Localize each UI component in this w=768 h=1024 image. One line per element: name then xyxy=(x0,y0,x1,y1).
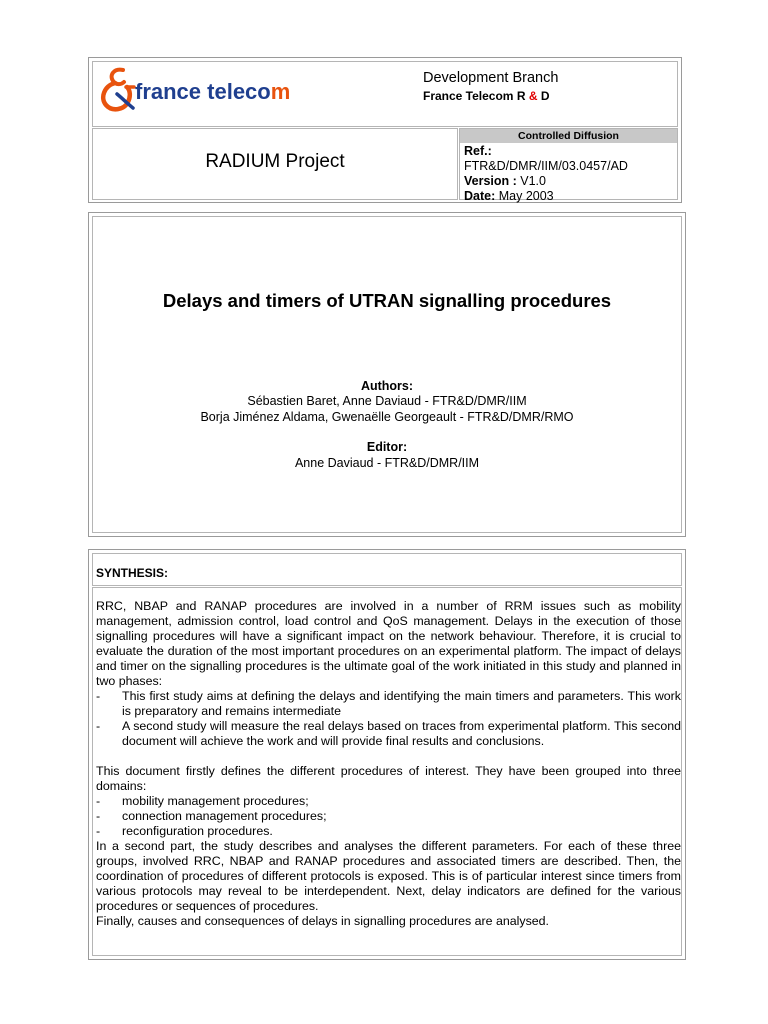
branch-name: Development Branch xyxy=(423,70,559,86)
project-cell xyxy=(92,128,458,200)
synthesis-paragraph-2: This document firstly defines the different procedures of interest. They have been grouped into three domains: xyxy=(96,764,681,793)
ref-value: FTR&D/DMR/IIM/03.0457/AD xyxy=(464,159,628,173)
france-telecom-logo xyxy=(97,66,307,118)
organization-name: France Telecom R & D xyxy=(423,89,550,103)
diffusion-banner: Controlled Diffusion xyxy=(460,129,677,143)
synthesis-paragraph-3: In a second part, the study describes and analyses the different parameters. For each of these three groups, involved RRC, NBAP and RANAP procedures and associated timers are described. Then, the coordination of procedures of different protocols is exposed. This is of particular interest since timers from various protocols may reveal to be interdependent. Next, delay indicators are defined for the various procedures or sequences of procedures. xyxy=(96,839,681,913)
synthesis-paragraph-1: RRC, NBAP and RANAP procedures are involved in a number of RRM issues such as mobility management, admission control, load control and QoS management. Delays in the execution of those signalling procedures will have a significant impact on the network behaviour. Therefore, it is crucial to evaluate the duration of the most important procedures on an experimental platform. The impact of delays and timer on the signalling procedures is the ultimate goal of the work initiated in this study and planned in two phases: xyxy=(96,599,681,688)
synthesis-header xyxy=(92,553,682,586)
editor-line: Anne Daviaud - FTR&D/DMR/IIM xyxy=(294,456,480,470)
synthesis-body xyxy=(92,587,682,956)
synthesis-text xyxy=(96,599,681,929)
ampersand-logo-icon xyxy=(97,66,137,118)
synthesis-block xyxy=(88,549,686,960)
authors-line-1: Sébastien Baret, Anne Daviaud - FTR&D/DMR/IIM xyxy=(247,394,527,408)
authors-line-2: Borja Jiménez Aldama, Gwenaëlle Georgeault - FTR&D/DMR/RMO xyxy=(200,410,574,424)
ref-label: Ref.: xyxy=(464,144,492,158)
synthesis-label: SYNTHESIS: xyxy=(96,566,169,580)
header-top-row xyxy=(92,61,678,127)
project-title: RADIUM Project xyxy=(205,151,345,172)
list-item: - This first study aims at defining the delays and identifying the main timers and parameters. This work is preparatory and remains intermediate xyxy=(96,689,681,718)
authors-label: Authors: xyxy=(360,379,414,393)
date-line: Date: May 2003 xyxy=(464,189,554,203)
document-title: Delays and timers of UTRAN signalling procedures xyxy=(162,290,612,311)
list-item: - connection management procedures; xyxy=(96,809,327,823)
version-line: Version : V1.0 xyxy=(464,174,546,188)
document-header xyxy=(88,57,682,203)
list-item: - mobility management procedures; xyxy=(96,794,309,808)
editor-label: Editor: xyxy=(366,440,408,454)
list-item: - A second study will measure the real delays based on traces from experimental platform. This second document will achieve the work and will provide final results and conclusions. xyxy=(96,719,681,748)
title-block-inner xyxy=(92,216,682,533)
title-block xyxy=(88,212,686,537)
synthesis-paragraph-4: Finally, causes and consequences of delays in signalling procedures are analysed. xyxy=(96,914,549,928)
document-meta-cell xyxy=(459,128,678,203)
logo-wordmark: france telecom xyxy=(135,79,291,104)
list-item: - reconfiguration procedures. xyxy=(96,824,273,838)
